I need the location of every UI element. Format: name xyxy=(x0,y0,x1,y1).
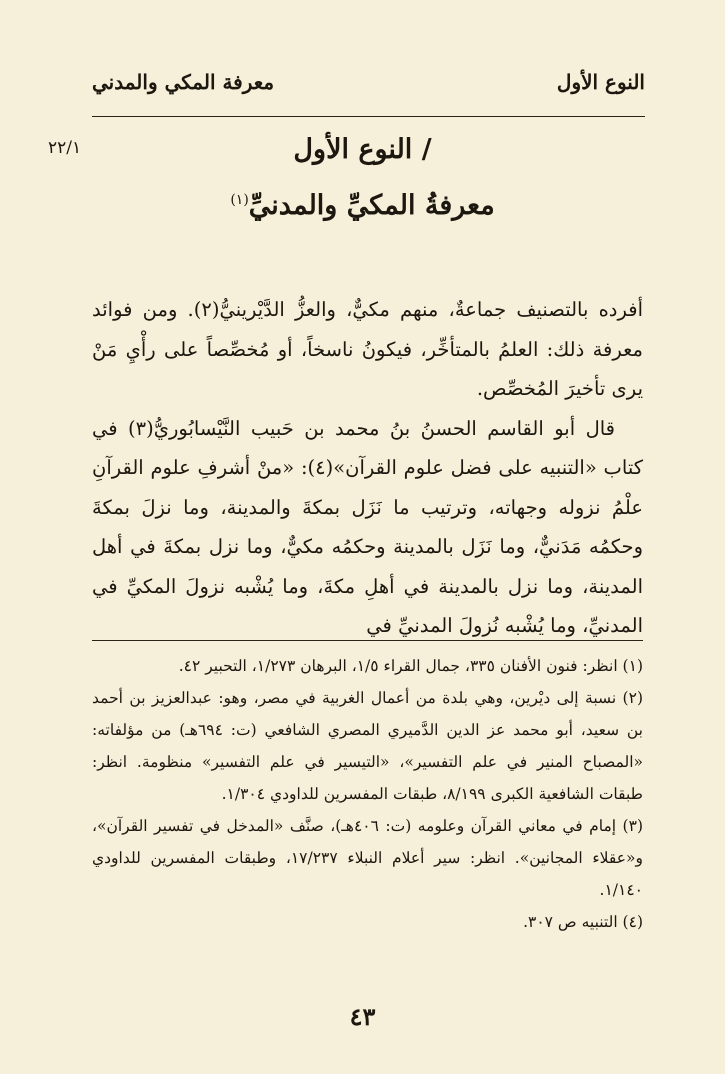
footnote-divider xyxy=(92,640,643,641)
paragraph: قال أبو القاسم الحسنُ بنُ محمد بن حَبيب النَّيْسابُوريُّ(٣) في كتاب «التنبيه على فضل علوم القرآن»(٤): «منْ أشرفِ علوم القرآنِ علْمُ نزوله وجهاته، وترتيب ما نَزَل بمكةَ والمدينة، وما نزلَ بمكةَ وحكمُه مَدَنيٌّ، وما نَزَل بالمدينة وحكمُه مكيٌّ، وما نزل بمكةَ في أهل المدينة، وما نزل بالمدينة في أهلِ مكةَ، وما يُشْبه نزولَ المكيِّ في المدنيِّ، وما يُشْبه نُزولَ المدنيِّ في xyxy=(92,416,643,637)
main-text xyxy=(92,290,643,646)
header-divider xyxy=(92,116,645,117)
footnote: (٤) التنبيه ص ٣٠٧. xyxy=(523,913,643,931)
footnote: (٢) نسبة إلى ديْرين، وهي بلدة من أعمال الغربية في مصر، وهو: عبدالعزيز بن أحمد بن سعيد، أبو محمد عز الدين الدَّميري المصري الشافعي (ت: ٦٩٤هـ) من مؤلفاته: «المصباح المنير في علم التفسير»، «التيسير في علم التفسير» منظومة. انظر: طبقات الشافعية الكبرى ٨/١٩٩، طبقات المفسرين للداودي ١/٣٠٤. xyxy=(92,689,643,803)
section-subtitle-text: معرفةُ المكيِّ والمدنيِّ xyxy=(248,190,495,221)
original-page-reference: ٢٢/١ xyxy=(48,138,82,158)
paragraph: أفرده بالتصنيف جماعةٌ، منهم مكيٌّ، والعزُّ الدَّيْرينيُّ(٢). ومن فوائد معرفة ذلك: العلمُ بالمتأخِّر، فيكونُ ناسخاً، أو مُخصِّصاً على رأْيِ مَنْ يرى تأخيرَ المُخصِّص. xyxy=(92,298,643,400)
topic-label: معرفة المكي والمدني xyxy=(92,70,275,94)
section-title: / النوع الأول xyxy=(293,134,432,165)
page-number: ٤٣ xyxy=(349,1002,376,1031)
footnote: (٣) إمام في معاني القرآن وعلومه (ت: ٤٠٦هـ)، صنَّف «المدخل في تفسير القرآن»، و«عقلاء المجانين». انظر: سير أعلام النبلاء ١٧/٢٣٧، وطبقات المفسرين للداودي ١/١٤٠. xyxy=(92,817,643,899)
running-header xyxy=(92,64,645,100)
footnote: (١) انظر: فنون الأفنان ٣٣٥، جمال القراء ١/٥، البرهان ١/٢٧٣، التحبير ٤٢. xyxy=(178,657,643,675)
chapter-label: النوع الأول xyxy=(556,70,645,94)
footnote-marker: (١) xyxy=(230,192,249,208)
section-subtitle xyxy=(0,190,725,221)
footnotes xyxy=(92,650,643,938)
